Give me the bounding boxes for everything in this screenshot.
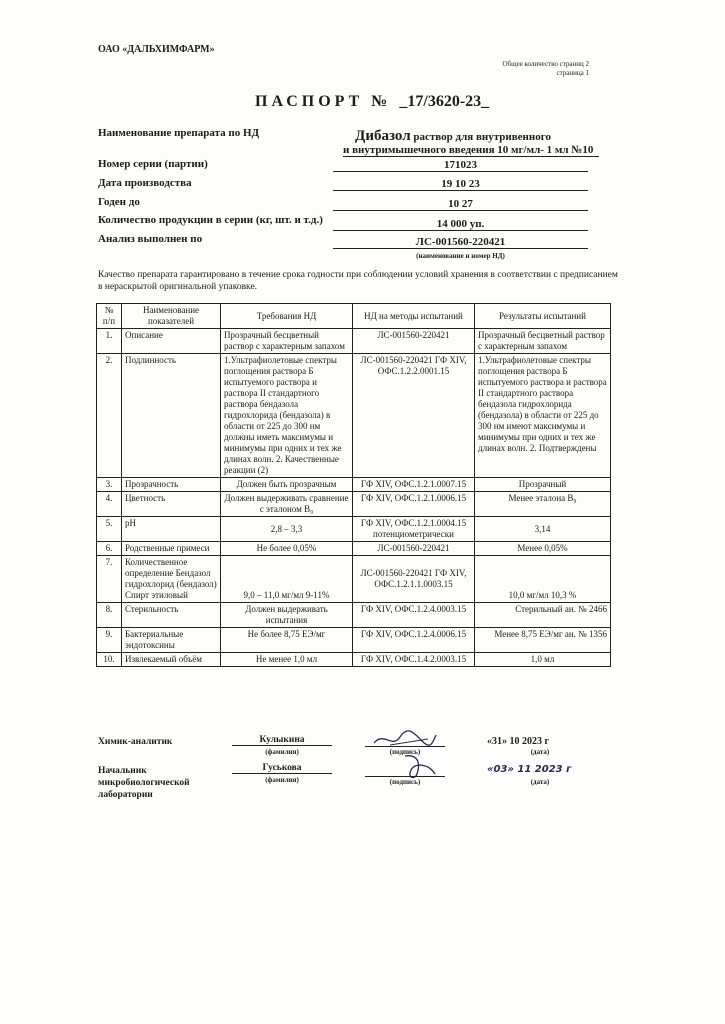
row-name: Количественное определение Бендазол гидрохлорид (бендазол) Спирт этиловый: [122, 556, 221, 603]
row-number: 9.: [97, 628, 122, 653]
drug-name-line1: [355, 128, 551, 145]
head-sign-line: [365, 776, 445, 777]
quality-note: Качество препарата гарантировано в течение срока годности при соблюдении условий хранения в соответствии с предписанием в нераскрытой оригинальной упаковке.: [98, 270, 618, 292]
row-method: ЛС-001560-220421: [353, 329, 475, 354]
row-method: ГФ XIV, ОФС.1.2.1.0007.15: [353, 478, 475, 492]
row-number: 7.: [97, 556, 122, 603]
row-name: Прозрачность: [122, 478, 221, 492]
production-value: 19 10 23: [333, 178, 588, 191]
row-requirement: Прозрачный бесцветный раствор с характерным запахом: [221, 329, 353, 354]
row-name: Извлекаемый объём: [122, 653, 221, 667]
table-row: [97, 329, 611, 354]
row-requirement: Не более 8,75 ЕЭ/мг: [221, 628, 353, 653]
table-row: [97, 517, 611, 542]
chemist-date: «31» 10 2023 г: [487, 736, 550, 747]
table-row: [97, 628, 611, 653]
head-name-caption: (фамилия): [265, 776, 299, 784]
row-result: Прозрачный бесцветный раствор с характерным запахом: [475, 329, 611, 354]
row-result: Менее эталона B₉: [475, 492, 611, 517]
row-requirement: 1.Ультрафиолетовые спектры поглощения раствора Б испытуемого раствора и раствора II стандартного раствора бендазола гидрохлорида (бендазола) в области от 225 до 300 нм должны иметь максимумы и минимумы при одних и тех же длинах волн. 2. Качественные реакции (2): [221, 354, 353, 478]
row-result: Стерильный ан. № 2466: [475, 603, 611, 628]
table-row: [97, 556, 611, 603]
header-results: Результаты испытаний: [475, 304, 611, 329]
row-method: ГФ XIV, ОФС.1.2.4.0003.15: [353, 603, 475, 628]
head-date-caption: (дата): [530, 778, 550, 786]
row-name: Цветность: [122, 492, 221, 517]
row-result: 1,0 мл: [475, 653, 611, 667]
quantity-label: Количество продукции в серии (кг, шт. и т.д.): [98, 214, 323, 226]
head-date: «03» 11 2023 г: [487, 764, 572, 775]
tests-table: [96, 303, 611, 667]
company-name: ОАО «ДАЛЬХИМФАРМ»: [98, 44, 215, 55]
row-number: 10.: [97, 653, 122, 667]
chemist-sign-caption: (подпись): [389, 748, 421, 756]
row-requirement: Не менее 1,0 мл: [221, 653, 353, 667]
row-method: ГФ XIV, ОФС.1.4.2.0003.15: [353, 653, 475, 667]
series-label: Номер серии (партии): [98, 158, 208, 170]
row-result: Менее 8,75 ЕЭ/мг ан. № 1356: [475, 628, 611, 653]
header-name: Наименование показателей: [122, 304, 221, 329]
table-row: [97, 492, 611, 517]
drug-desc-1: раствор для внутривенного: [413, 131, 551, 143]
header-requirements: Требования НД: [221, 304, 353, 329]
chemist-name-caption: (фамилия): [265, 748, 299, 756]
head-name: Гуськова: [232, 763, 332, 774]
row-number: 1.: [97, 329, 122, 354]
row-method: ЛС-001560-220421 ГФ XIV, ОФС.1.2.2.0001.15: [353, 354, 475, 478]
table-row: [97, 542, 611, 556]
row-method: ГФ XIV, ОФС.1.2.4.0006.15: [353, 628, 475, 653]
production-label: Дата производства: [98, 177, 192, 189]
analysis-caption: (наименование и номер НД): [416, 252, 505, 260]
row-name: Бактериальные эндотоксины: [122, 628, 221, 653]
head-sign-caption: (подпись): [389, 778, 421, 786]
header-number: № п/п: [97, 304, 122, 329]
row-name: pH: [122, 517, 221, 542]
chemist-sign-line: [365, 746, 445, 747]
drug-name: Дибазол: [355, 128, 411, 144]
row-requirement: 9,0 – 11,0 мг/мл 9-11%: [221, 556, 353, 603]
row-result: 10,0 мг/мл 10,3 %: [475, 556, 611, 603]
drug-label: Наименование препарата по НД: [98, 127, 260, 139]
table-row: [97, 478, 611, 492]
row-name: Подлинность: [122, 354, 221, 478]
row-name: Стерильность: [122, 603, 221, 628]
row-number: 6.: [97, 542, 122, 556]
passport-number: _17/3620-23_: [399, 93, 490, 110]
header-methods: НД на методы испытаний: [353, 304, 475, 329]
expiry-label: Годен до: [98, 196, 140, 208]
row-name: Родственные примеси: [122, 542, 221, 556]
row-result: Менее 0,05%: [475, 542, 611, 556]
row-requirement: Не более 0,05%: [221, 542, 353, 556]
series-value: 171023: [333, 159, 588, 172]
row-method: ЛС-001560-220421 ГФ XIV, ОФС.1.2.1.1.0003.15: [353, 556, 475, 603]
analysis-label: Анализ выполнен по: [98, 233, 203, 245]
row-requirement: 2,8 – 3,3: [221, 517, 353, 542]
row-number: 2.: [97, 354, 122, 478]
current-page: страница 1: [556, 69, 589, 77]
chemist-date-caption: (дата): [530, 748, 550, 756]
row-requirement: Должен выдерживать сравнение с эталоном B₉: [221, 492, 353, 517]
quantity-value: 14 000 уп.: [333, 218, 588, 231]
table-header-row: [97, 304, 611, 329]
page-count: [503, 60, 590, 78]
row-result: Прозрачный: [475, 478, 611, 492]
row-method: ГФ XIV, ОФС.1.2.1.0006.15: [353, 492, 475, 517]
row-method: ЛС-001560-220421: [353, 542, 475, 556]
head-label: Начальник микробиологической лаборатории: [98, 766, 190, 800]
chemist-name: Кулыкина: [232, 735, 332, 746]
chemist-label: Химик-аналитик: [98, 737, 173, 747]
table-row: [97, 603, 611, 628]
analysis-value: ЛС-001560-220421: [333, 236, 588, 249]
expiry-value: 10 27: [333, 198, 588, 211]
row-method: ГФ XIV, ОФС.1.2.1.0004.15 потенциометрически: [353, 517, 475, 542]
title-prefix: ПАСПОРТ №: [255, 93, 392, 110]
row-number: 5.: [97, 517, 122, 542]
row-result: 1.Ультрафиолетовые спектры поглощения раствора Б испытуемого раствора и раствора II стандартного раствора бендазола гидрохлорида (бендазола) в области от 225 до 300 нм имеют максимумы и минимумы при одних и тех же длинах волн. 2. Подтверждены: [475, 354, 611, 478]
row-number: 3.: [97, 478, 122, 492]
row-number: 4.: [97, 492, 122, 517]
row-name: Описание: [122, 329, 221, 354]
row-requirement: Должен быть прозрачным: [221, 478, 353, 492]
page-title: [255, 93, 489, 111]
row-requirement: Должен выдерживать испытания: [221, 603, 353, 628]
row-result: 3,14: [475, 517, 611, 542]
table-row: [97, 653, 611, 667]
drug-desc-2: и внутримышечного введения 10 мг/мл- 1 мл №10: [343, 144, 599, 157]
row-number: 8.: [97, 603, 122, 628]
total-pages: Общее количество страниц 2: [502, 60, 589, 68]
table-row: [97, 354, 611, 478]
